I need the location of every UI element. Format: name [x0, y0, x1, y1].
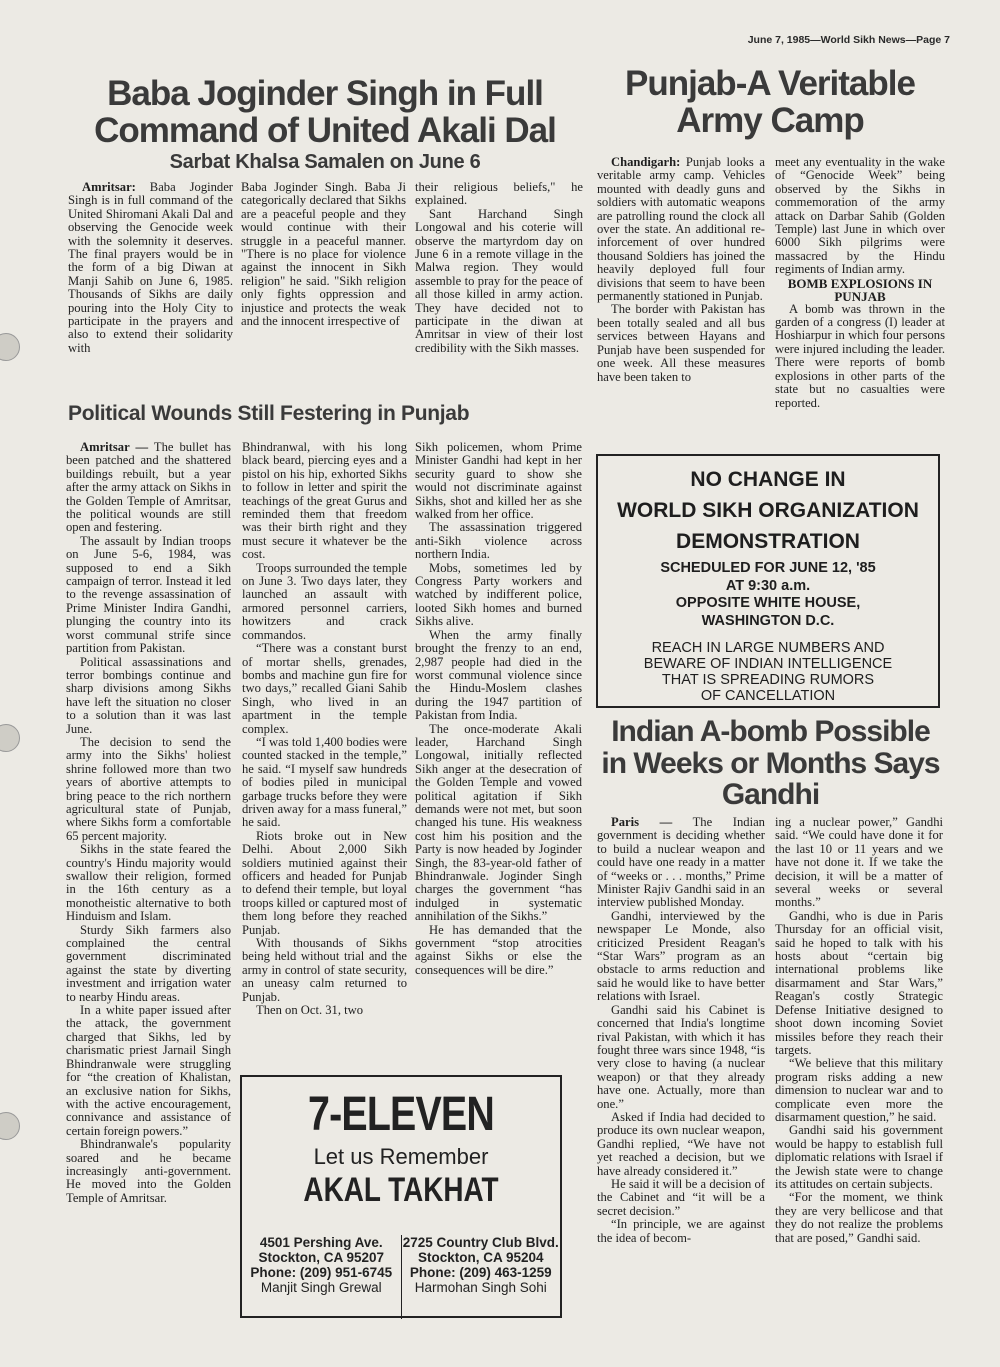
advertisement-7-eleven [240, 1075, 562, 1318]
paragraph-text: “For the moment, we think they are very bellicose and that they do not realize the problems that are posed,” Gandhi said. [775, 1190, 943, 1245]
paragraph [775, 1124, 943, 1191]
paragraph [242, 1004, 407, 1017]
paragraph-text: The decision to send the army into the Sikhs' holiest shrine followed more than two years of abortive attempts to bring peace to the rich northern agricultural state of Punjab, where Sikhs form a comfortable 65 percent majority. [66, 734, 231, 843]
paragraph-text: Bhindranwale's popularity soared and he became increasingly anti-government. He moved into the Golden Temple of Amritsar. [66, 1137, 231, 1205]
notice-title-line: WORLD SIKH ORGANIZATION [617, 499, 919, 522]
article-column [597, 156, 765, 384]
paragraph [775, 910, 943, 1057]
store-owner: Harmohan Singh Sohi [414, 1280, 547, 1295]
paragraph [66, 736, 231, 843]
paragraph-text: The assault by Indian troops on June 5-6, 1984, was supposed to end a Sikh campaign of terror. Instead it led to the revenge assassination of Prime Minister Indira Gandhi, plunging the country into its worst communal strife since partition from Pakistan. [66, 533, 231, 656]
paragraph [775, 1191, 943, 1245]
paragraph [415, 208, 583, 355]
article-column [241, 181, 406, 328]
section-subhead: BOMB EXPLOSIONS IN PUNJAB [787, 275, 933, 304]
article-column [415, 181, 583, 355]
notice-appeal-line: REACH IN LARGE NUMBERS AND [651, 640, 885, 656]
paragraph-text: In a white paper issued after the attack, the government charged that Sikhs, led by charismatic priest Jarnail Singh Bhindranwale were struggling for “the creation of Khalistan, an exclusive nation for Sikhs, with the active encouragement, connivance and assistance of certain foreign powers.” [66, 1003, 231, 1138]
paragraph-text: Mobs, sometimes led by Congress Party workers and watched by indifferent police, looted Sikh homes and burned Sikhs alive. [415, 560, 582, 629]
paragraph [242, 562, 407, 642]
paragraph-text: “In principle, we are against the idea of becom- [597, 1217, 765, 1245]
paragraph [415, 629, 582, 723]
dateline: Amritsar: [82, 180, 136, 194]
paragraph [68, 181, 233, 355]
paragraph [242, 642, 407, 736]
notice-schedule-line: AT 9:30 a.m. [725, 577, 811, 594]
notice-title-line: DEMONSTRATION [676, 530, 860, 553]
paragraph-text: Sant Harchand Singh Longowal and his coterie will observe the martyrdom day on June 6 in a remote village in the Malwa region. They would assemble to pray for the peace of all those killed in army action. They have decided not to participate in the diwan at Amritsar in view of their lost credibility with the Sikh masses. [415, 206, 583, 355]
binder-hole [0, 724, 20, 752]
paragraph-text: Then on Oct. 31, two [256, 1003, 364, 1018]
paragraph-text: their religious beliefs," he explained. [415, 180, 583, 208]
notice-schedule-line: SCHEDULED FOR JUNE 12, '85 [660, 560, 876, 576]
store-phone: Phone: (209) 951-6745 [250, 1265, 393, 1280]
paragraph [66, 1004, 231, 1138]
paragraph-text: Gandhi, interviewed by the newspaper Le Monde, also criticized President Reagan's “Star Wars” program as an obstacle to arms reduction and said he would like to have better relations with Israel. [597, 908, 765, 1004]
paragraph [66, 535, 231, 656]
notice-schedule-line: OPPOSITE WHITE HOUSE, [675, 595, 861, 611]
paragraph-text: Bhindranwal, with his long black beard, piercing eyes and a pistol on his hip, exhorted Sikhs to follow in letter and spirit the teachings of the great Gurus and reminded them that freedom was their birth right and they must secure it whatever be the cost. [242, 440, 407, 562]
paragraph-text: “We believe that this military program risks adding a new dimension to nuclear war and to complicate even more the disarmament question,” he said. [775, 1056, 943, 1124]
paragraph-text: Sikh policemen, whom Prime Minister Gandhi had kept in her security guard to show she would not discriminate against Sikhs, shot and killed her as she walked from her office. [415, 440, 582, 522]
article-column [597, 816, 765, 1245]
paragraph-text: The once-moderate Akali leader, Harchand Singh Longowal, initially reflected Sikh anger at the desecration of the Golden Temple and vowed political agitation if Sikh demands were not met, but soon changed his tune. His weakness cost him his position and the Party is now headed by Joginder Singh, the 83-year-old father of Bhindranwale. Joginder Singh charges the government “has indulged in systematic annihilation of the Sikhs.” [415, 721, 582, 924]
dateline: Chandigarh: [611, 155, 681, 169]
binder-hole [0, 1112, 20, 1140]
store-city: Stockton, CA 95204 [417, 1250, 544, 1265]
paragraph [242, 441, 407, 562]
paragraph [415, 521, 582, 561]
store-owner: Manjit Singh Grewal [260, 1280, 382, 1295]
binder-hole [0, 333, 20, 361]
article-column [415, 441, 582, 977]
paragraph [597, 816, 765, 910]
paragraph-text: The bullet has been patched and the shattered buildings rebuilt, but a year after the army attack on Sikhs in the Golden Temple of Amritsar, the political wounds are still open and festering. [66, 440, 231, 535]
paragraph-text: Troops surrounded the temple on June 3. Two days later, they launched an assault with armored personnel carriers, howitzers and crack commandos. [242, 560, 407, 642]
paragraph [597, 156, 765, 303]
paragraph-text: meet any eventuality in the wake of “Genocide Week” being observed by the Sikhs in commemoration of the army attack on Darbar Sahib (Golden Temple) last June in which over 6000 Sikh pilgrims were massacred by the Hindu regiments of Indian army. [775, 155, 945, 277]
paragraph-text: Political assassinations and terror bombings continue and sharp divisions among Sikhs have left the situation no closer to a solution than it was last June. [66, 654, 231, 736]
article-headline: Indian A-bomb Possible in Weeks or Months Says Gandhi [601, 715, 940, 811]
notice-schedule-line: WASHINGTON D.C. [701, 612, 835, 629]
paragraph [66, 441, 231, 535]
paragraph [597, 1218, 765, 1245]
paragraph-text: Asked if India had decided to produce its own nuclear weapon, Gandhi replied, “We have not yet reached a decision, but we have already considered it.” [597, 1109, 765, 1178]
paragraph [597, 303, 765, 383]
paragraph [415, 924, 582, 978]
store-phone: Phone: (209) 463-1259 [409, 1265, 552, 1280]
paragraph [415, 562, 582, 629]
paragraph [597, 1178, 765, 1218]
paragraph [775, 303, 945, 410]
paragraph-text: ing a nuclear power,” Gandhi said. “We could have done it for the last 10 or 11 years and we have not done it. If we take the decision, it will be a matter of several weeks or several months.” [775, 815, 943, 910]
paragraph [415, 181, 583, 208]
paragraph [242, 736, 407, 830]
paragraph-text: Gandhi said his government would be happy to establish full diplomatic relations with Israel if the Jewish state were to change its attitudes on certain subjects. [775, 1123, 943, 1191]
paragraph [597, 1004, 765, 1111]
article-headline: Punjab-A Veritable Army Camp [625, 64, 915, 140]
paragraph [66, 656, 231, 736]
paragraph [597, 1111, 765, 1178]
notice-appeal-line: OF CANCELLATION [700, 688, 836, 704]
notice-appeal-line: THAT IS SPREADING RUMORS [661, 672, 875, 688]
paragraph-text: When the army finally brought the frenzy to an end, 2,987 people had died in the worst communal violence since the Hindu-Moslem clashes during the 1947 partition of Pakistan from India. [415, 627, 582, 723]
paragraph-text: He has demanded that the government “stop atrocities against Sikhs or else the consequences will be dire.” [415, 922, 582, 977]
ad-tagline: Let us Remember [313, 1144, 489, 1169]
article-subheadline: Sarbat Khalsa Samalen on June 6 [169, 151, 481, 173]
paragraph [242, 830, 407, 937]
paragraph [775, 1057, 943, 1124]
paragraph-text: Gandhi, who is due in Paris Thursday for an official visit, said he hoped to talk with his hosts about “certain big international problems like disarmament and Star Wars,” Reagan's costly Strategic Defense Initiative designed to shoot down incoming Soviet missiles before they reach their targets. [775, 908, 943, 1057]
article-column [66, 441, 231, 1205]
paragraph [242, 937, 407, 1004]
paragraph-text: “I was told 1,400 bodies were counted stacked in the temple,” he said. “I myself saw hundreds of bodies piled in municipal garbage trucks before they were driven away for a mass funeral,” he said. [242, 734, 407, 830]
demonstration-notice [596, 454, 940, 708]
paragraph-text: Sikhs in the state feared the country's Hindu majority would swallow their religion, formed in the 16th century as a monotheistic alternative to both Hinduism and Islam. [66, 842, 231, 924]
paragraph [66, 843, 231, 923]
paragraph-text: He said it will be a decision of the Cabinet and “it will be a secret decision.” [597, 1176, 765, 1218]
page-folio: June 7, 1985—World Sikh News—Page 7 [747, 34, 950, 46]
notice-title-line: NO CHANGE IN [690, 468, 846, 491]
paragraph [66, 924, 231, 1004]
paragraph [415, 723, 582, 924]
article-column [242, 441, 407, 1017]
paragraph-text: The Indian government is deciding whether to build a nuclear weapon and could have one ready in a matter of “weeks or . . . months,” Prime Minister Rajiv Gandhi said in an interview published Monday. [597, 815, 765, 910]
store-city: Stockton, CA 95207 [258, 1250, 385, 1265]
dateline: Paris — [611, 815, 673, 829]
article-column [775, 156, 945, 410]
article-headline: Baba Joginder Singh in Full Command of United Akali Dal [94, 74, 556, 150]
paragraph-text: The border with Pakistan has been totally sealed and all bus services between Hayans and Punjab have been suspended for one week. All these measures have been taken to [597, 302, 765, 384]
dateline: Amritsar — [80, 440, 149, 454]
paragraph [775, 156, 945, 277]
paragraph-text: Gandhi said his Cabinet is concerned that India's longtime rival Pakistan, with which it has fought three wars since 1948, “is very close to having (a nuclear weapon) or that they already have one. Actually, more than one.” [597, 1002, 765, 1111]
ad-subject: AKAL TAKHAT [303, 1171, 499, 1209]
paragraph-text: With thousands of Sikhs being held without trial and the army in control of state security, an uneasy calm returned to Punjab. [242, 936, 407, 1004]
paragraph-text: A bomb was thrown in the garden of a congress (I) leader at Hoshiarpur in which four persons were injured including the leader. There were reports of bomb explosions in other parts of the state but no casualties were reported. [775, 301, 945, 410]
paragraph-text: The assassination triggered anti-Sikh violence across northern India. [415, 520, 582, 562]
paragraph [66, 1138, 231, 1205]
store-street: 2725 Country Club Blvd. [402, 1235, 559, 1250]
paragraph-text: Sturdy Sikh farmers also complained the central government discriminated against the state by diverting investment and irrigation water to nearby Hindu areas. [66, 922, 231, 1004]
ad-store [402, 1235, 561, 1319]
paragraph-text: Riots broke out in New Delhi. About 2,000 Sikh soldiers mutinied against their officers and headed for Punjab to defend their temple, but loyal troops killed or captured most of them long before they reached Punjab. [242, 828, 407, 937]
article-column [68, 181, 233, 355]
paragraph-text: Punjab looks a veritable army camp. Vehicles mounted with deadly guns and soldiers with automatic weapons are patrolling round the clock all over the state. An additional re-inforcement of over hundred thousand Soldiers has joined the heavily deployed full four divisions that seem to have been permanently stationed in Punjab. [597, 155, 765, 304]
paragraph-text: Baba Joginder Singh. Baba Ji categorically declared that Sikhs are a peaceful people and they would continue with their struggle in a peaceful manner. "There is no place for violence against the innocent in Sikh religion" he said. "Sikh religion only fights oppression and injustice and protects the weak and the innocent irrespective of [241, 180, 406, 329]
ad-store [242, 1235, 401, 1319]
store-street: 4501 Pershing Ave. [259, 1235, 383, 1250]
paragraph [241, 181, 406, 328]
paragraph [775, 816, 943, 910]
ad-brand: 7-ELEVEN [308, 1088, 494, 1141]
paragraph-text: “There was a constant burst of mortar shells, grenades, bombs and machine gun fire for two days,” recalled Giani Sahib Singh, who lived in an apartment in the temple complex. [242, 641, 407, 736]
paragraph [415, 441, 582, 521]
notice-appeal-line: BEWARE OF INDIAN INTELLIGENCE [643, 656, 893, 672]
paragraph-text: Baba Joginder Singh is in full command of the United Shiromani Akali Dal and observing the Genocide week with the solemnity it deserves. The final prayers would be in the form of a big Diwan at Manji Sahib on June 6, 1985. Thousands of Sikhs are daily pouring into the Holy City to participate in the prayers and also to extend their solidarity with [68, 180, 233, 355]
ad-store-addresses [242, 1235, 560, 1319]
paragraph [597, 910, 765, 1004]
article-column [775, 816, 943, 1245]
article-headline: Political Wounds Still Festering in Punjab [68, 402, 470, 425]
